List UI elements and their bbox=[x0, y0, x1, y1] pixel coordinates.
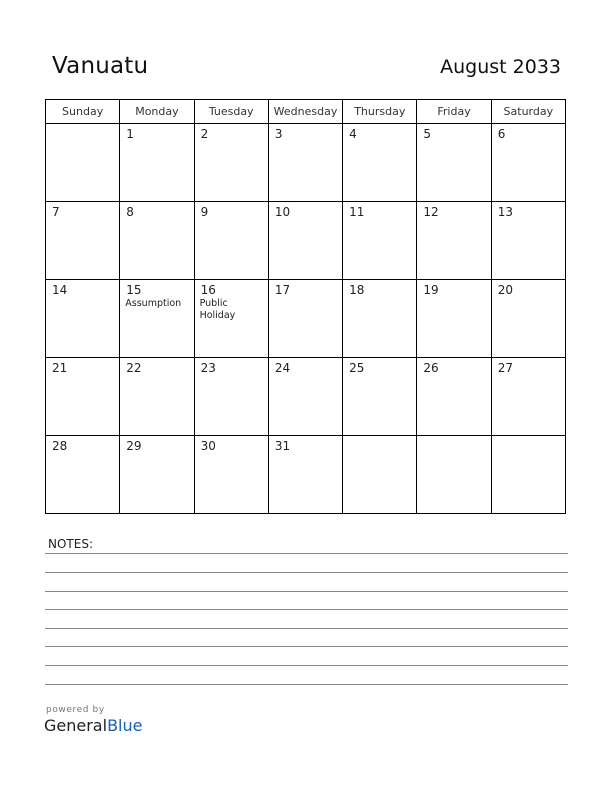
day-cell bbox=[417, 358, 491, 436]
day-cell bbox=[491, 436, 565, 514]
day-cell bbox=[343, 202, 417, 280]
day-number: 14 bbox=[52, 283, 68, 297]
day-number: 4 bbox=[349, 127, 357, 141]
weekday-sunday: Sunday bbox=[46, 100, 120, 124]
weekday-saturday: Saturday bbox=[491, 100, 565, 124]
brand-name bbox=[44, 716, 142, 735]
day-cell bbox=[194, 124, 268, 202]
notes-label: NOTES: bbox=[48, 537, 93, 551]
day-cell bbox=[491, 280, 565, 358]
day-cell bbox=[343, 280, 417, 358]
day-cell bbox=[194, 202, 268, 280]
day-number: 10 bbox=[274, 205, 291, 219]
day-number: 7 bbox=[52, 205, 60, 219]
day-cell bbox=[268, 280, 342, 358]
day-number: 19 bbox=[423, 283, 439, 297]
week-row bbox=[46, 436, 566, 514]
day-cell bbox=[120, 280, 194, 358]
week-row bbox=[46, 358, 566, 436]
day-number: 11 bbox=[349, 205, 365, 219]
week-row bbox=[46, 280, 566, 358]
day-cell bbox=[343, 436, 417, 514]
day-number: 16 bbox=[200, 283, 216, 297]
holiday-label: Assumption bbox=[125, 298, 182, 309]
day-cell bbox=[194, 436, 268, 514]
weekday-tuesday: Tuesday bbox=[194, 100, 268, 124]
day-number: 17 bbox=[274, 283, 291, 297]
note-line bbox=[45, 646, 568, 647]
day-cell bbox=[268, 436, 342, 514]
day-cell bbox=[491, 124, 565, 202]
brand-general: General bbox=[44, 716, 108, 735]
day-cell bbox=[343, 124, 417, 202]
day-cell bbox=[343, 358, 417, 436]
day-cell bbox=[46, 124, 120, 202]
day-number: 28 bbox=[52, 439, 68, 453]
country-title: Vanuatu bbox=[52, 53, 149, 79]
note-line bbox=[45, 665, 568, 666]
day-number: 18 bbox=[349, 283, 365, 297]
weekday-thursday: Thursday bbox=[343, 100, 417, 124]
day-number: 5 bbox=[423, 127, 432, 141]
day-number: 29 bbox=[126, 439, 142, 453]
weekday-monday: Monday bbox=[120, 100, 194, 124]
day-number: 21 bbox=[52, 361, 68, 375]
month-year-title: August 2033 bbox=[440, 56, 561, 78]
day-cell bbox=[46, 436, 120, 514]
calendar-grid bbox=[45, 99, 566, 514]
day-number: 24 bbox=[274, 361, 291, 375]
day-cell bbox=[120, 124, 194, 202]
weekday-wednesday: Wednesday bbox=[268, 100, 342, 124]
day-number: 15 bbox=[126, 283, 142, 297]
day-number: 30 bbox=[200, 439, 216, 453]
day-number: 12 bbox=[423, 205, 439, 219]
day-number: 31 bbox=[274, 439, 291, 453]
day-cell bbox=[491, 202, 565, 280]
weekday-friday: Friday bbox=[417, 100, 491, 124]
day-number: 9 bbox=[200, 205, 209, 219]
day-number: 6 bbox=[497, 127, 506, 141]
day-number: 25 bbox=[349, 361, 365, 375]
weekday-header-row bbox=[46, 100, 566, 124]
brand-logo bbox=[44, 705, 142, 735]
note-line bbox=[45, 684, 568, 685]
day-cell bbox=[46, 358, 120, 436]
note-line bbox=[45, 572, 568, 573]
day-number: 2 bbox=[200, 127, 209, 141]
holiday-label: Public Holiday bbox=[199, 298, 236, 321]
day-cell bbox=[194, 358, 268, 436]
day-cell bbox=[268, 358, 342, 436]
week-row bbox=[46, 124, 566, 202]
day-cell bbox=[120, 202, 194, 280]
day-number: 20 bbox=[497, 283, 513, 297]
note-line bbox=[45, 553, 568, 554]
day-cell bbox=[491, 358, 565, 436]
week-row bbox=[46, 202, 566, 280]
day-cell bbox=[120, 358, 194, 436]
day-number: 8 bbox=[126, 205, 134, 219]
day-cell bbox=[194, 280, 268, 358]
day-number: 13 bbox=[497, 205, 513, 219]
day-cell bbox=[417, 436, 491, 514]
note-line bbox=[45, 591, 568, 592]
day-number: 23 bbox=[200, 361, 216, 375]
note-line bbox=[45, 609, 568, 610]
powered-by-text: powered by bbox=[46, 705, 105, 715]
brand-blue: Blue bbox=[107, 716, 143, 735]
day-number: 3 bbox=[274, 127, 283, 141]
day-cell bbox=[268, 124, 342, 202]
note-line bbox=[45, 628, 568, 629]
day-cell bbox=[417, 280, 491, 358]
day-cell bbox=[46, 280, 120, 358]
day-number: 27 bbox=[497, 361, 513, 375]
day-cell bbox=[417, 202, 491, 280]
day-cell bbox=[120, 436, 194, 514]
day-cell bbox=[268, 202, 342, 280]
day-number: 26 bbox=[423, 361, 439, 375]
day-number: 1 bbox=[126, 127, 134, 141]
day-number: 22 bbox=[126, 361, 142, 375]
day-cell bbox=[417, 124, 491, 202]
day-cell bbox=[46, 202, 120, 280]
